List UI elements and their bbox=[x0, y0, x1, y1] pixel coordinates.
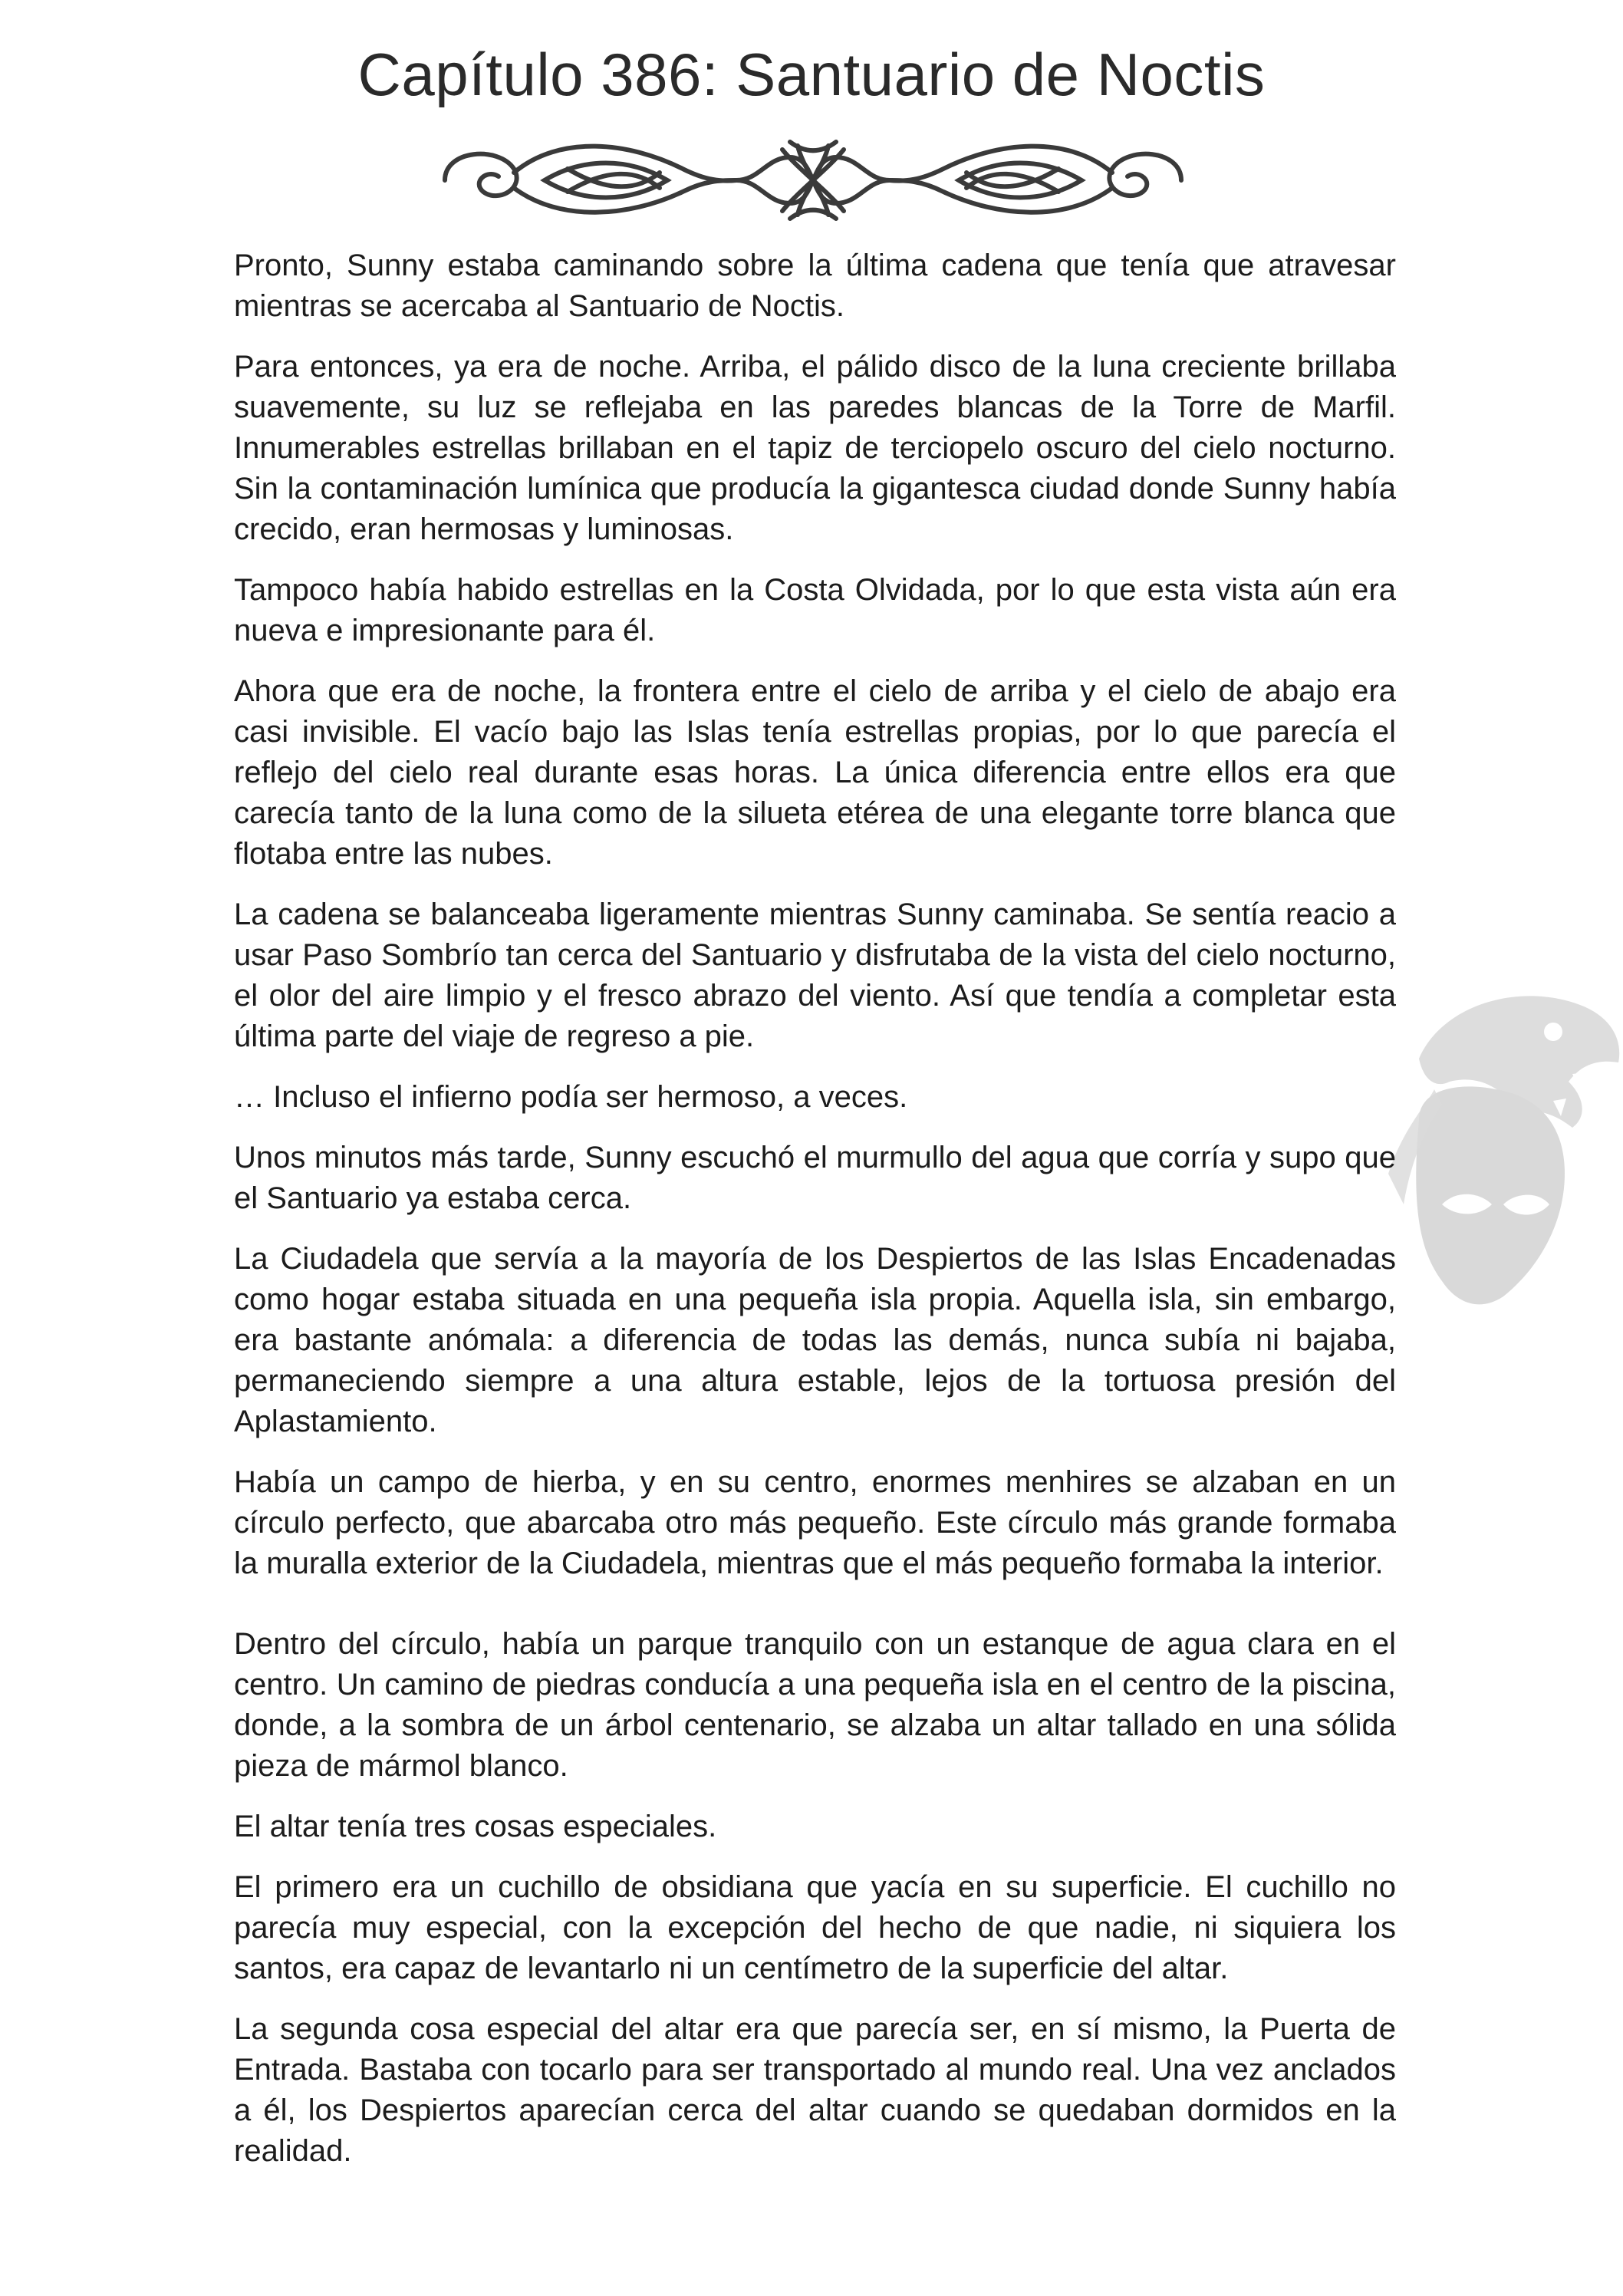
paragraph: Unos minutos más tarde, Sunny escuchó el murmullo del agua que corría y supo que el Santuario ya estaba cerca. bbox=[234, 1141, 1396, 1215]
paragraph: Ahora que era de noche, la frontera entre el cielo de arriba y el cielo de abajo era casi invisible. El vacío bajo las Islas tenía estrellas propias, por lo que parecía el reflejo del cielo real durante esas horas. La única diferencia entre ellos era que carecía tanto de la luna como de la silueta etérea de una elegante torre blanca que flotaba entre las nubes. bbox=[234, 674, 1396, 871]
paragraph: La Ciudadela que servía a la mayoría de los Despiertos de las Islas Encadenadas como hogar estaba situada en una pequeña isla propia. Aquella isla, sin embargo, era bastante anómala: a diferencia de todas las demás, nunca subía ni bajaba, permaneciendo siempre a una altura estable, lejos de la tortuosa presión del Aplastamiento. bbox=[234, 1242, 1396, 1438]
paragraph: La cadena se balanceaba ligeramente mientras Sunny caminaba. Se sentía reacio a usar Paso Sombrío tan cerca del Santuario y disfrutaba de la vista del cielo nocturno, el olor del aire limpio y el fresco abrazo del viento. Así que tendía a completar esta última parte del viaje de regreso a pie. bbox=[234, 898, 1396, 1053]
paragraph: Tampoco había habido estrellas en la Costa Olvidada, por lo que esta vista aún era nueva e impresionante para él. bbox=[234, 573, 1396, 647]
paragraph: Pronto, Sunny estaba caminando sobre la última cadena que tenía que atravesar mientras se acercaba al Santuario de Noctis. bbox=[234, 249, 1396, 323]
paragraph: El altar tenía tres cosas especiales. bbox=[234, 1810, 717, 1843]
chapter-body bbox=[234, 245, 1396, 2192]
paragraph: … Incluso el infierno podía ser hermoso, a veces. bbox=[234, 1080, 908, 1114]
paragraph: El primero era un cuchillo de obsidiana que yacía en su superficie. El cuchillo no parecía muy especial, con la excepción del hecho de que nadie, ni siquiera los santos, era capaz de levantarlo ni un centímetro de la superficie del altar. bbox=[234, 1870, 1396, 1985]
chapter-title: Capítulo 386: Santuario de Noctis bbox=[357, 41, 1266, 108]
decorative-scroll-divider-icon bbox=[430, 127, 1197, 234]
paragraph: La segunda cosa especial del altar era que parecía ser, en sí mismo, la Puerta de Entrada. Bastaba con tocarlo para ser transportado al mundo real. Una vez anclados a él, los Despiertos aparecían cerca del altar cuando se quedaban dormidos en la realidad. bbox=[234, 2012, 1396, 2168]
paragraph: Había un campo de hierba, y en su centro, enormes menhires se alzaban en un círculo perfecto, que abarcaba otro más pequeño. Este círculo más grande formaba la muralla exterior de la Ciudadela, mientras que el más pequeño formaba la interior. bbox=[234, 1465, 1396, 1580]
paragraph: Dentro del círculo, había un parque tranquilo con un estanque de agua clara en el centro. Un camino de piedras conducía a una pequeña isla en el centro de la piscina, donde, a la sombra de un árbol centenario, se alzaba un altar tallado en una sólida pieza de mármol blanco. bbox=[234, 1627, 1396, 1783]
dinosaur-skull-watermark-icon bbox=[1388, 974, 1623, 1312]
paragraph: Para entonces, ya era de noche. Arriba, el pálido disco de la luna creciente brillaba suavemente, su luz se reflejaba en las paredes blancas de la Torre de Marfil. Innumerables estrellas brillaban en el tapiz de terciopelo oscuro del cielo nocturno. Sin la contaminación lumínica que producía la gigantesca ciudad donde Sunny había crecido, eran hermosas y luminosas. bbox=[234, 350, 1396, 546]
